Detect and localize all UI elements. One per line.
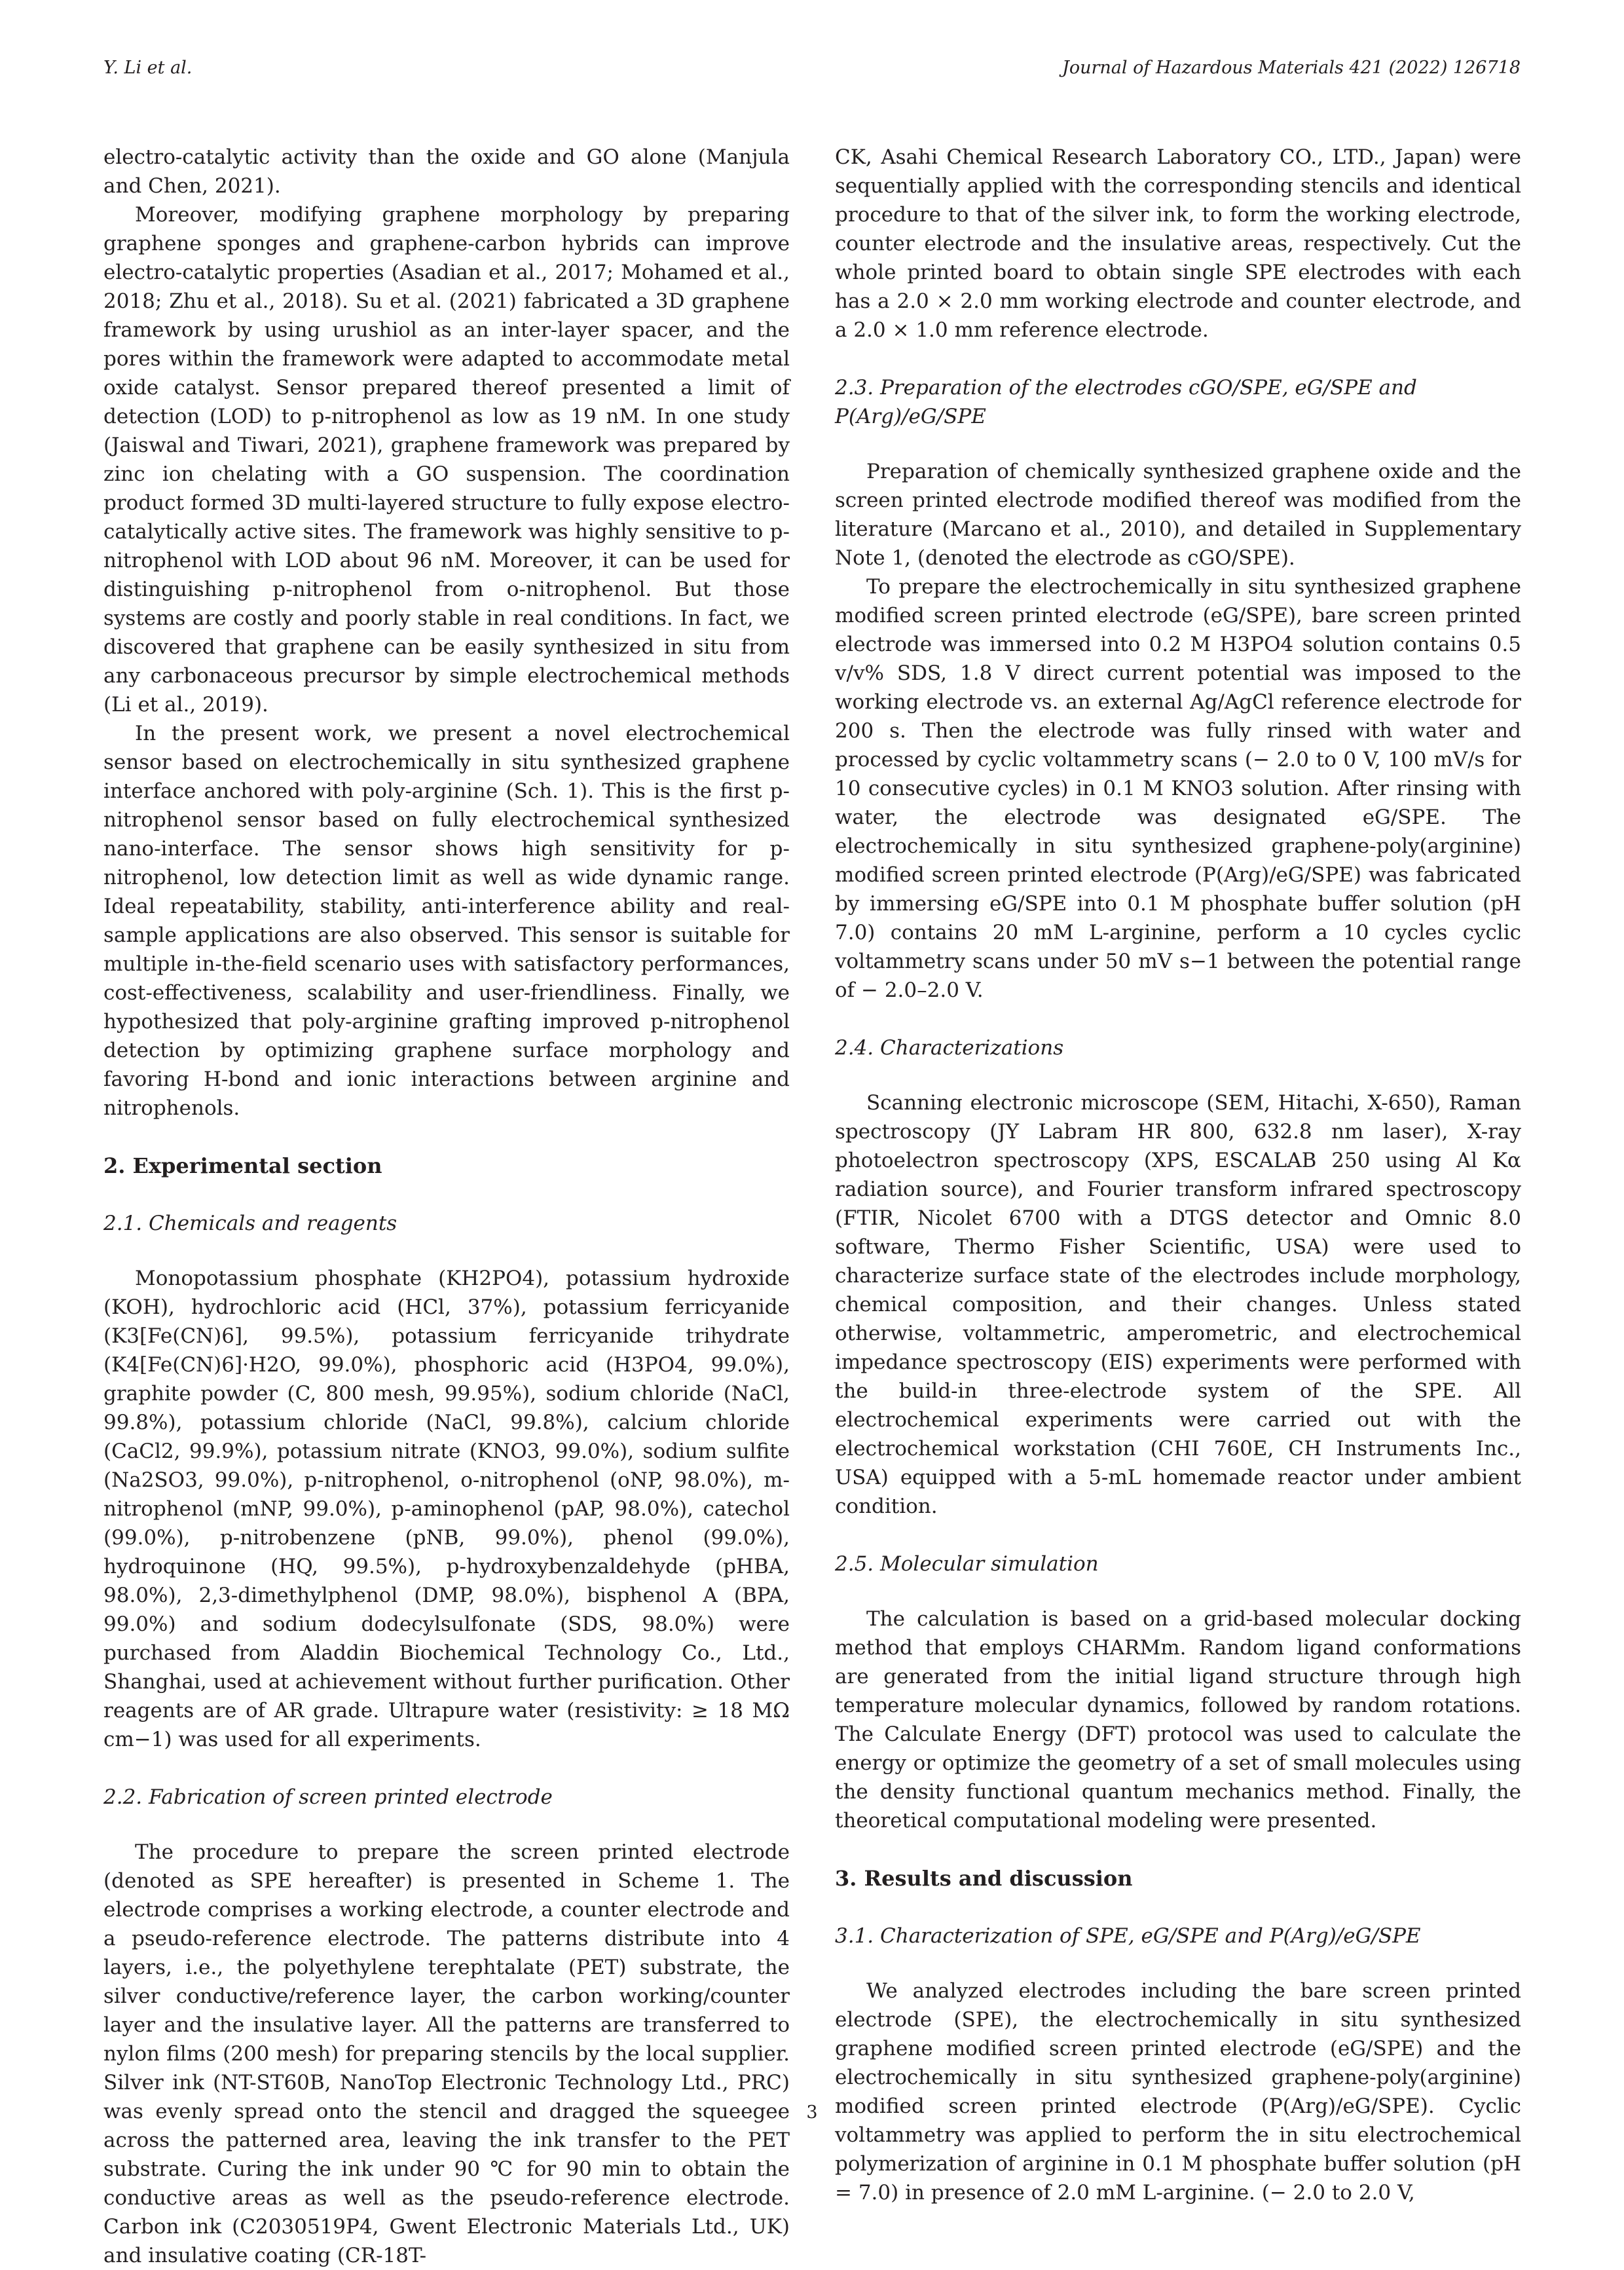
paragraph: The procedure to prepare the screen printed electrode (denoted as SPE hereafter) is presented in Scheme 1. The electrode comprises a working electrode, a counter electrode and a pseudo-reference electrode. The patterns distribute into 4 layers, i.e., the polyethylene terephtalate (PET) substrate, the silver conductive/reference layer, the carbon working/counter layer and the insulative layer. All the patterns are transferred to nylon films (200 mesh) for preparing stencils by the local supplier. Silver ink (NT-ST60B, NanoTop Electronic Technology Ltd., PRC) was evenly spread onto the stencil and dragged the squeegee across the patterned area, leaving the ink transfer to the PET substrate. Curing the ink under 90 ℃ for 90 min to obtain the conductive areas as well as the pseudo-reference electrode. Carbon ink (C2030519P4, Gwent Electronic Materials Ltd., UK) and insulative coating (CR-18T- [103,1840,790,2267]
running-header-journal: Journal of Hazardous Materials 421 (2022) 126718 [1062,58,1521,78]
right-column [835,143,1521,2207]
paragraph: Moreover, modifying graphene morphology by preparing graphene sponges and graphene-carbon hybrids can improve electro-catalytic properties (Asadian et al., 2017; Mohamed et al., 2018; Zhu et al., 2018). Su et al. (2021) fabricated a 3D graphene framework by using urushiol as an inter-layer spacer, and the pores within the framework were adapted to accommodate metal oxide catalyst. Sensor prepared thereof presented a limit of detection (LOD) to p-nitrophenol as low as 19 nM. In one study (Jaiswal and Tiwari, 2021), graphene framework was prepared by zinc ion chelating with a GO suspension. The coordination product formed 3D multi-layered structure to fully expose electro-catalytically active sites. The framework was highly sensitive to p-nitrophenol with LOD about 96 nM. Moreover, it can be used for distinguishing p-nitrophenol from o-nitrophenol. But those systems are costly and poorly stable in real conditions. In fact, we discovered that graphene can be easily synthesized in situ from any carbonaceous precursor by simple electrochemical methods (Li et al., 2019). [103,203,790,716]
subsection-heading: 2.5. Molecular simulation [835,1552,1099,1576]
page-number: 3 [806,2102,818,2123]
section-heading: 2. Experimental section [103,1153,382,1178]
subsection-heading: 2.3. Preparation of the electrodes cGO/SPE, eG/SPE and P(Arg)/eG/SPE [835,376,1417,428]
subsection-heading: 3.1. Characterization of SPE, eG/SPE and P(Arg)/eG/SPE [835,1924,1421,1948]
paragraph: We analyzed electrodes including the bare screen printed electrode (SPE), the electrochemically in situ synthesized graphene modified screen printed electrode (eG/SPE) and the electrochemically in situ synthesized graphene-poly(arginine) modified screen printed electrode (P(Arg)/eG/SPE). Cyclic voltammetry was applied to perform the in situ electrochemical polymerization of arginine in 0.1 M phosphate buffer solution (pH = 7.0) in presence of 2.0 mM L-arginine. (− 2.0 to 2.0 V, [835,1979,1521,2205]
paragraph: In the present work, we present a novel electrochemical sensor based on electrochemically in situ synthesized graphene interface anchored with poly-arginine (Sch. 1). This is the first p-nitrophenol sensor based on fully electrochemical synthesized nano-interface. The sensor shows high sensitivity for p-nitrophenol, low detection limit as well as wide dynamic range. Ideal repeatability, stability, anti-interference ability and real-sample applications are also observed. This sensor is suitable for multiple in-the-field scenario uses with satisfactory performances, cost-effectiveness, scalability and user-friendliness. Finally, we hypothesized that poly-arginine grafting improved p-nitrophenol detection by optimizing graphene surface morphology and favoring H-bond and ionic interactions between arginine and nitrophenols. [103,722,790,1120]
paragraph: CK, Asahi Chemical Research Laboratory CO., LTD., Japan) were sequentially applied with the corresponding stencils and identical procedure to that of the silver ink, to form the working electrode, counter electrode and the insulative areas, respectively. Cut the whole printed board to obtain single SPE electrodes with each has a 2.0 × 2.0 mm working electrode and counter electrode, and a 2.0 × 1.0 mm reference electrode. [835,145,1521,342]
paragraph: The calculation is based on a grid-based molecular docking method that employs CHARMm. Random ligand conformations are generated from the initial ligand structure through high temperature molecular dynamics, followed by random rotations. The Calculate Energy (DFT) protocol was used to calculate the energy or optimize the geometry of a set of small molecules using the density functional quantum mechanics method. Finally, the theoretical computational modeling were presented. [835,1607,1521,1833]
paragraph: Monopotassium phosphate (KH2PO4), potassium hydroxide (KOH), hydrochloric acid (HCl, 37%), potassium ferricyanide (K3[Fe(CN)6], 99.5%), potassium ferricyanide trihydrate (K4[Fe(CN)6]·H2O, 99.0%), phosphoric acid (H3PO4, 99.0%), graphite powder (C, 800 mesh, 99.95%), sodium chloride (NaCl, 99.8%), potassium chloride (NaCl, 99.8%), calcium chloride (CaCl2, 99.9%), potassium nitrate (KNO3, 99.0%), sodium sulfite (Na2SO3, 99.0%), p-nitrophenol, o-nitrophenol (oNP, 98.0%), m-nitrophenol (mNP, 99.0%), p-aminophenol (pAP, 98.0%), catechol (99.0%), p-nitrobenzene (pNB, 99.0%), phenol (99.0%), hydroquinone (HQ, 99.5%), p-hydroxybenzaldehyde (pHBA, 98.0%), 2,3-dimethylphenol (DMP, 98.0%), bisphenol A (BPA, 99.0%) and sodium dodecylsulfonate (SDS, 98.0%) were purchased from Aladdin Biochemical Technology Co., Ltd., Shanghai, used at achievement without further purification. Other reagents are of AR grade. Ultrapure water (resistivity: ≥ 18 MΩ cm−1) was used for all experiments. [103,1267,790,1751]
left-column [103,143,790,2270]
paragraph: Scanning electronic microscope (SEM, Hitachi, X-650), Raman spectroscopy (JY Labram HR 800, 632.8 nm laser), X-ray photoelectron spectroscopy (XPS, ESCALAB 250 using Al Kα radiation source), and Fourier transform infrared spectroscopy (FTIR, Nicolet 6700 with a DTGS detector and Omnic 8.0 software, Thermo Fisher Scientific, USA) were used to characterize surface state of the electrodes include morphology, chemical composition, and their changes. Unless stated otherwise, voltammetric, amperometric, and electrochemical impedance spectroscopy (EIS) experiments were performed with the build-in three-electrode system of the SPE. All electrochemical experiments were carried out with the electrochemical workstation (CHI 760E, CH Instruments Inc., USA) equipped with a 5-mL homemade reactor under ambient condition. [835,1091,1521,1518]
paragraph: Preparation of chemically synthesized graphene oxide and the screen printed electrode modified thereof was modified from the literature (Marcano et al., 2010), and detailed in Supplementary Note 1, (denoted the electrode as cGO/SPE). [835,460,1521,570]
subsection-heading: 2.2. Fabrication of screen printed electrode [103,1785,553,1809]
subsection-heading: 2.4. Characterizations [835,1036,1064,1060]
paragraph: To prepare the electrochemically in situ synthesized graphene modified screen printed electrode (eG/SPE), bare screen printed electrode was immersed into 0.2 M H3PO4 solution contains 0.5 v/v% SDS, 1.8 V direct current potential was imposed to the working electrode vs. an external Ag/AgCl reference electrode for 200 s. Then the electrode was fully rinsed with water and processed by cyclic voltammetry scans (− 2.0 to 0 V, 100 mV/s for 10 consecutive cycles) in 0.1 M KNO3 solution. After rinsing with water, the electrode was designated eG/SPE. The electrochemically in situ synthesized graphene-poly(arginine) modified screen printed electrode (P(Arg)/eG/SPE) was fabricated by immersing eG/SPE into 0.1 M phosphate buffer solution (pH 7.0) contains 20 mM L-arginine, perform a 10 cycles cyclic voltammetry scans under 50 mV s−1 between the potential range of − 2.0–2.0 V. [835,575,1521,1002]
paragraph: electro-catalytic activity than the oxide and GO alone (Manjula and Chen, 2021). [103,145,790,198]
subsection-heading: 2.1. Chemicals and reagents [103,1212,397,1235]
section-heading: 3. Results and discussion [835,1866,1133,1891]
running-header-authors: Y. Li et al. [103,58,193,78]
